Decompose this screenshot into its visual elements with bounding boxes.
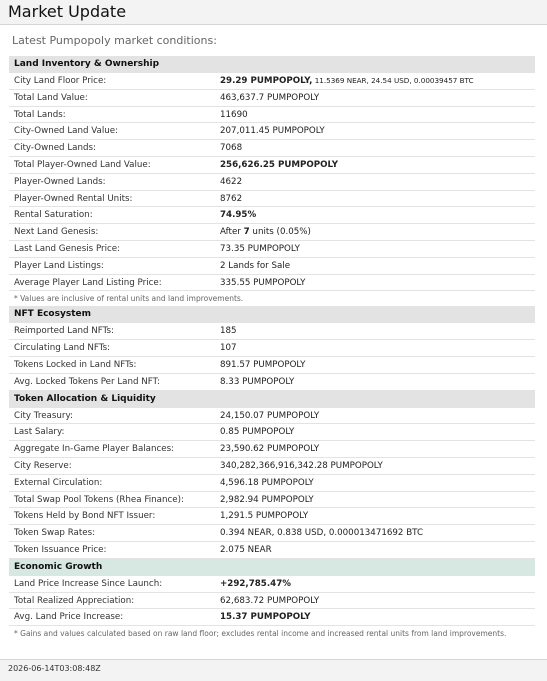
row-value: 7068 xyxy=(220,143,243,154)
row-label: Player-Owned Rental Units: xyxy=(14,193,133,204)
row-label: Token Swap Rates: xyxy=(14,528,96,539)
row-label: City Land Floor Price: xyxy=(14,76,107,86)
row-value: 2 Lands for Sale xyxy=(220,260,291,271)
row-value xyxy=(220,210,256,220)
timestamp: 2026-06-14T03:08:48Z xyxy=(8,664,101,673)
row-value: 207,011.45 PUMPOPOLY xyxy=(220,126,325,137)
row-label: City Treasury: xyxy=(14,410,73,421)
row-label: Rental Saturation: xyxy=(14,210,93,221)
table-row xyxy=(9,123,535,140)
row-label: Aggregate In-Game Player Balances: xyxy=(14,444,175,455)
row-value: 11690 xyxy=(220,109,248,120)
row-label: Tokens Held by Bond NFT Issuer: xyxy=(14,511,156,522)
row-value: 1,291.5 PUMPOPOLY xyxy=(220,511,309,522)
row-label: Avg. Land Price Increase: xyxy=(14,612,124,623)
table-row xyxy=(9,241,535,258)
table-row xyxy=(9,441,535,458)
row-value: 0.85 PUMPOPOLY xyxy=(220,427,295,438)
row-label: Next Land Genesis: xyxy=(14,227,99,238)
row-label: Total Land Value: xyxy=(14,92,88,103)
genesis-suffix: units (0.05%) xyxy=(249,227,311,238)
table-row xyxy=(9,157,535,174)
row-label: Circulating Land NFTs: xyxy=(14,343,111,354)
table-row xyxy=(9,424,535,441)
table-row xyxy=(9,408,535,425)
table-row xyxy=(9,492,535,509)
table-row xyxy=(9,90,535,107)
row-value: 23,590.62 PUMPOPOLY xyxy=(220,444,320,455)
row-value: 891.57 PUMPOPOLY xyxy=(220,359,306,370)
row-label: City Reserve: xyxy=(14,460,72,471)
row-value: 24,150.07 PUMPOPOLY xyxy=(220,410,320,421)
price-increase-value: +292,785.47% xyxy=(220,578,291,589)
table-row xyxy=(9,275,535,292)
row-value: 62,683.72 PUMPOPOLY xyxy=(220,595,320,606)
table-row xyxy=(9,207,535,224)
row-label: City-Owned Land Value: xyxy=(14,126,119,137)
table-row xyxy=(9,609,535,626)
row-label: Last Salary: xyxy=(14,427,65,438)
row-label: Last Land Genesis Price: xyxy=(14,243,121,254)
section-header-token: Token Allocation & Liquidity xyxy=(9,391,535,408)
row-value: 4,596.18 PUMPOPOLY xyxy=(220,477,314,488)
section-header-land: Land Inventory & Ownership xyxy=(9,56,535,73)
row-label: Land Price Increase Since Launch: xyxy=(14,578,163,589)
status-bar xyxy=(0,659,547,681)
rental-saturation-value: 74.95% xyxy=(220,210,257,221)
table-row xyxy=(9,593,535,610)
row-label: City-Owned Lands: xyxy=(14,143,96,154)
row-value xyxy=(220,612,311,622)
market-table xyxy=(9,56,535,641)
row-label: Total Player-Owned Land Value: xyxy=(14,159,151,170)
table-row xyxy=(9,508,535,525)
row-value: 0.394 NEAR, 0.838 USD, 0.000013471692 BTC xyxy=(220,528,424,539)
row-label: External Circulation: xyxy=(14,477,103,488)
table-row xyxy=(9,73,535,90)
table-row xyxy=(9,191,535,208)
row-value xyxy=(220,160,338,170)
row-label: Reimported Land NFTs: xyxy=(14,326,114,337)
page-subtitle: Latest Pumpopoly market conditions: xyxy=(12,34,217,47)
avg-increase-value: 15.37 PUMPOPOLY xyxy=(220,612,311,623)
row-value xyxy=(220,227,311,237)
table-row xyxy=(9,525,535,542)
row-value: 73.35 PUMPOPOLY xyxy=(220,243,300,254)
table-row xyxy=(9,140,535,157)
row-value: 8.33 PUMPOPOLY xyxy=(220,376,295,387)
table-row xyxy=(9,576,535,593)
row-label: Player Land Listings: xyxy=(14,260,104,271)
table-row xyxy=(9,323,535,340)
table-row xyxy=(9,458,535,475)
row-label: Total Realized Appreciation: xyxy=(14,595,135,606)
row-label: Total Swap Pool Tokens (Rhea Finance): xyxy=(14,494,184,505)
table-row xyxy=(9,542,535,559)
row-value xyxy=(220,76,474,86)
table-row xyxy=(9,374,535,391)
floor-price-conversions: 11.5369 NEAR, 24.54 USD, 0.00039457 BTC xyxy=(312,76,474,85)
table-row xyxy=(9,174,535,191)
genesis-units: 7 xyxy=(243,227,250,238)
row-label: Player-Owned Lands: xyxy=(14,176,106,187)
player-land-value: 256,626.25 PUMPOPOLY xyxy=(220,159,339,170)
row-value: 107 xyxy=(220,343,237,354)
genesis-prefix: After xyxy=(220,227,244,238)
section-header-nft: NFT Ecosystem xyxy=(9,306,535,323)
row-value: 340,282,366,916,342.28 PUMPOPOLY xyxy=(220,460,383,471)
row-label: Average Player Land Listing Price: xyxy=(14,277,162,288)
row-value: 2,982.94 PUMPOPOLY xyxy=(220,494,314,505)
table-row xyxy=(9,340,535,357)
floor-price-value: 29.29 PUMPOPOLY, xyxy=(220,76,313,86)
row-label: Token Issuance Price: xyxy=(14,544,107,555)
row-label: Tokens Locked in Land NFTs: xyxy=(14,359,137,370)
row-value: 4622 xyxy=(220,176,243,187)
row-value: 463,637.7 PUMPOPOLY xyxy=(220,92,320,103)
row-value: 2.075 NEAR xyxy=(220,544,272,555)
section-header-growth: Economic Growth xyxy=(9,559,535,576)
row-value: 8762 xyxy=(220,193,243,204)
row-label: Total Lands: xyxy=(14,109,66,120)
row-value: 185 xyxy=(220,326,237,337)
table-row xyxy=(9,475,535,492)
table-row xyxy=(9,107,535,124)
table-row xyxy=(9,224,535,241)
table-row xyxy=(9,258,535,275)
land-footnote: * Values are inclusive of rental units and land improvements. xyxy=(14,294,244,304)
row-value: 335.55 PUMPOPOLY xyxy=(220,277,306,288)
row-label: Avg. Locked Tokens Per Land NFT: xyxy=(14,376,160,387)
growth-footnote: * Gains and values calculated based on raw land floor; excludes rental income and increased rental units from land improvements. xyxy=(14,629,507,639)
table-row xyxy=(9,357,535,374)
window-title: Market Update xyxy=(8,2,127,21)
title-bar xyxy=(0,0,547,25)
